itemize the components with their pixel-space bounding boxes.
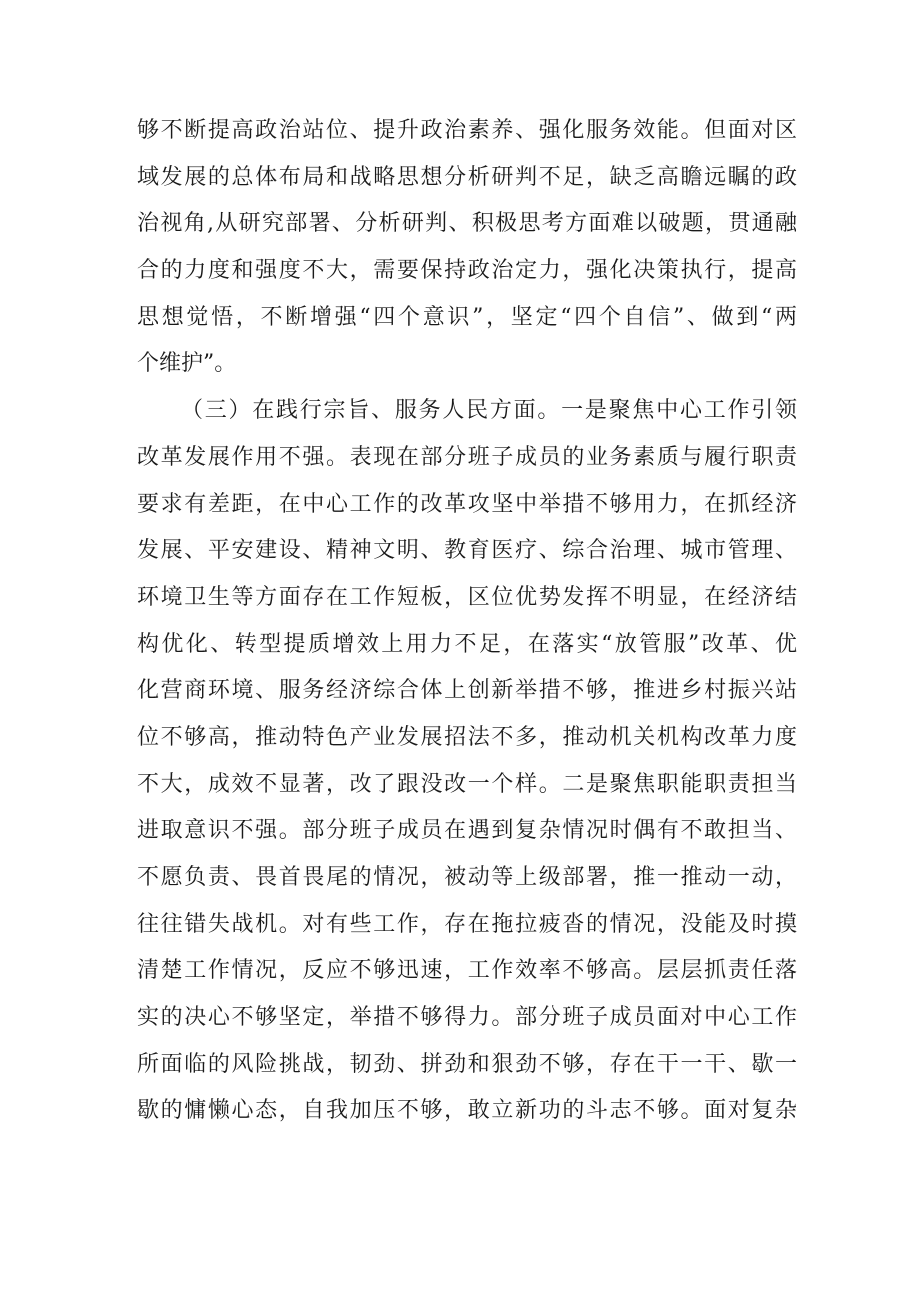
text-line: 实的决心不够坚定，举措不够得力。部分班子成员面对中心工作	[137, 1005, 797, 1031]
text-line: 够不断提高政治站位、提升政治素养、强化服务效能。但面对区	[137, 118, 797, 143]
text-line: 往往错失战机。对有些工作，存在拖拉疲沓的情况，没能及时摸	[137, 911, 797, 937]
text-line: 位不够高，推动特色产业发展招法不多，推动机关机构改革力度	[137, 724, 797, 750]
text-line: 环境卫生等方面存在工作短板，区位优势发挥不明显，在经济结	[137, 584, 797, 610]
text-line: 合的力度和强度不大，需要保持政治定力，强化决策执行，提高	[137, 258, 797, 284]
text-line: 歇的慵懒心态，自我加压不够，敢立新功的斗志不够。面对复杂	[137, 1098, 797, 1124]
text-line: 要求有差距，在中心工作的改革攻坚中举措不够用力，在抓经济	[137, 491, 797, 517]
text-line: 个维护”。	[137, 351, 237, 377]
text-line: 域发展的总体布局和战略思想分析研判不足，缺乏高瞻远瞩的政	[137, 164, 797, 190]
text-line: （三）在践行宗旨、服务人民方面。一是聚焦中心工作引领	[181, 398, 797, 424]
text-line: 治视角,从研究部署、分析研判、积极思考方面难以破题，贯通融	[137, 211, 797, 237]
text-line: 所面临的风险挑战，韧劲、拼劲和狠劲不够，存在干一干、歇一	[137, 1051, 797, 1077]
text-line: 构优化、转型提质增效上用力不足，在落实“放管服”改革、优	[137, 631, 797, 657]
text-line: 发展、平安建设、精神文明、教育医疗、综合治理、城市管理、	[137, 538, 797, 564]
text-line: 化营商环境、服务经济综合体上创新举措不够，推进乡村振兴站	[137, 678, 797, 704]
paragraph-2	[137, 388, 797, 1135]
text-line: 清楚工作情况，反应不够迅速，工作效率不够高。层层抓责任落	[137, 958, 797, 984]
text-line: 不愿负责、畏首畏尾的情况，被动等上级部署，推一推动一动，	[137, 865, 797, 890]
paragraph-1	[137, 108, 797, 388]
text-line: 不大，成效不显著，改了跟没改一个样。二是聚焦职能职责担当	[137, 771, 797, 797]
text-line: 改革发展作用不强。表现在部分班子成员的业务素质与履行职责	[137, 444, 797, 470]
text-line: 进取意识不强。部分班子成员在遇到复杂情况时偶有不敢担当、	[137, 818, 797, 844]
document-body	[137, 108, 797, 1135]
text-line: 思想觉悟，不断增强“四个意识”，坚定“四个自信”、做到“两	[137, 304, 797, 330]
